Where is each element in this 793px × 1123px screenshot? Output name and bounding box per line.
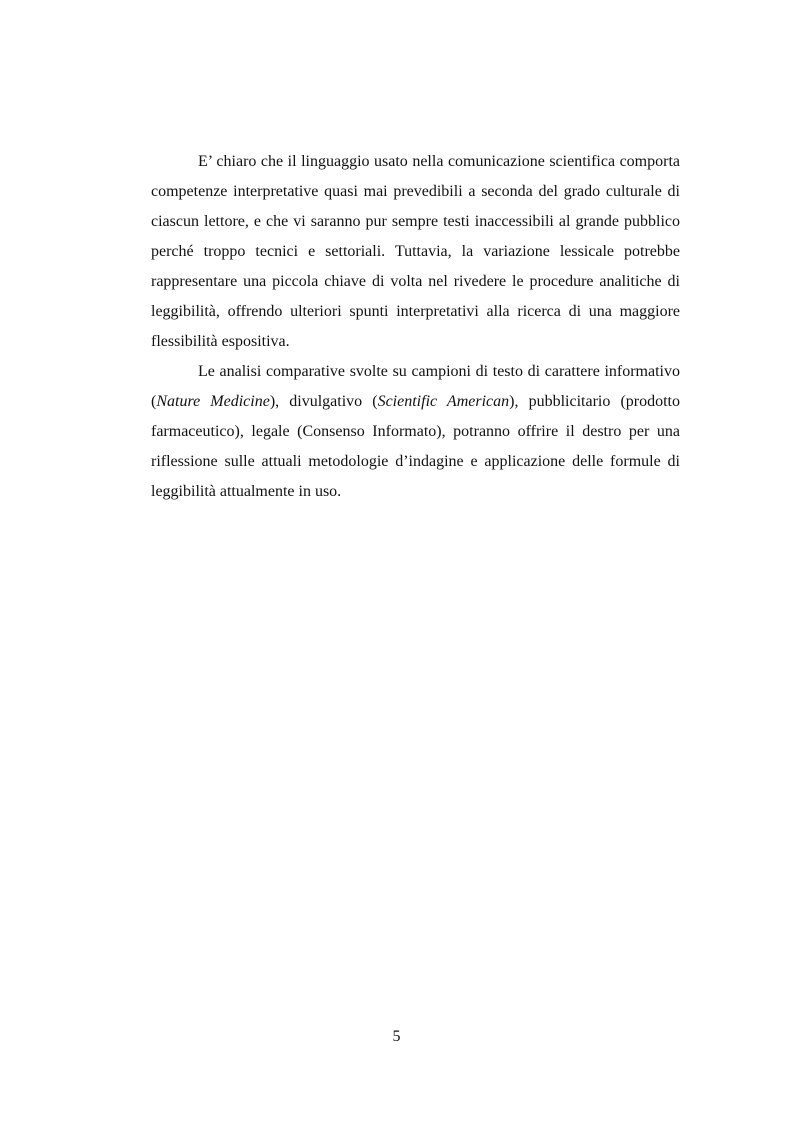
journal-title-nature-medicine: Nature Medicine xyxy=(156,393,270,410)
body-text xyxy=(151,147,680,507)
paragraph-2 xyxy=(151,357,680,507)
paragraph-2-segment-1: Le analisi comparative svolte su campioni di testo di carattere informativo ( xyxy=(151,363,680,410)
paragraph-1-text: E’ chiaro che il linguaggio usato nella comunicazione scientifica comporta competenze interpretative quasi mai prevedibili a seconda del grado culturale di ciascun lettore, e che vi saranno pur sempre testi inaccessibili al grande pubblico perché troppo tecnici e settoriali. Tuttavia, la variazione lessicale potrebbe rappresentare una piccola chiave di volta nel rivedere le procedure analitiche di leggibilità, offrendo ulteriori spunti interpretativi alla ricerca di una maggiore flessibilità espositiva. xyxy=(151,153,680,350)
paragraph-2-segment-3: ), divulgativo ( xyxy=(269,393,378,410)
paragraph-1 xyxy=(151,147,680,357)
page-number: 5 xyxy=(392,1028,401,1045)
journal-title-scientific-american: Scientific American xyxy=(377,393,510,410)
paragraph-2-segment-5: ), pubblicitario (prodotto farmaceutico), legale (Consenso Informato), potranno offrire il destro per una riflessione sulle attuali metodologie d’indagine e applicazione delle formule di leggibilità attualmente in uso. xyxy=(151,393,680,500)
